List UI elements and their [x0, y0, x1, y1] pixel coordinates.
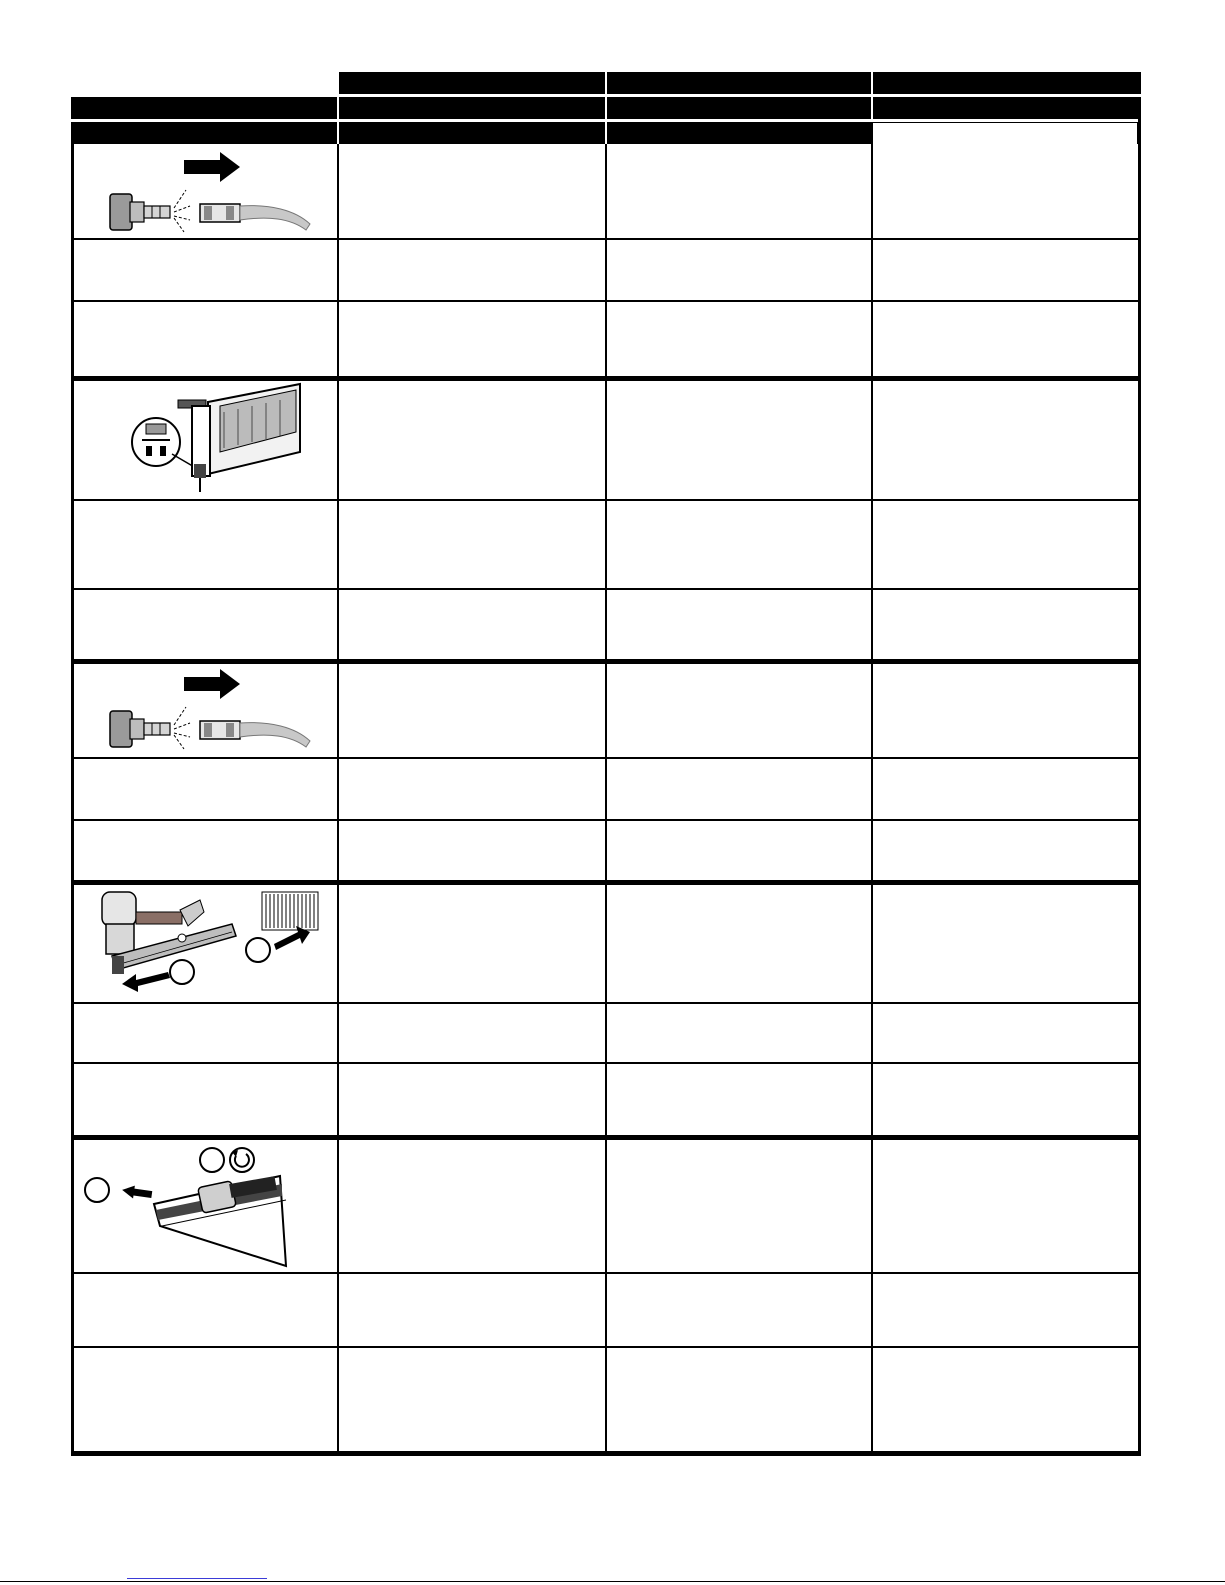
header-cell-empty	[873, 122, 1139, 144]
air-fitting-leak-icon	[100, 667, 320, 753]
nailer-nose-latch-icon	[128, 382, 308, 496]
section-divider	[71, 880, 1141, 885]
header-row-3	[71, 122, 873, 144]
section-divider	[71, 659, 1141, 664]
nailer-magazine-strip-icon	[92, 886, 322, 998]
table-left-border	[71, 144, 74, 1456]
table-right-border	[1138, 119, 1141, 1456]
magazine-pusher-release-icon	[80, 1140, 310, 1270]
table-bottom-border	[71, 1451, 1141, 1456]
air-fitting-leak-icon	[100, 150, 320, 236]
footer-rule	[0, 1581, 1225, 1582]
section-divider	[71, 376, 1141, 381]
header-row-1	[339, 72, 1141, 94]
footer-link-underline[interactable]	[127, 1578, 267, 1579]
